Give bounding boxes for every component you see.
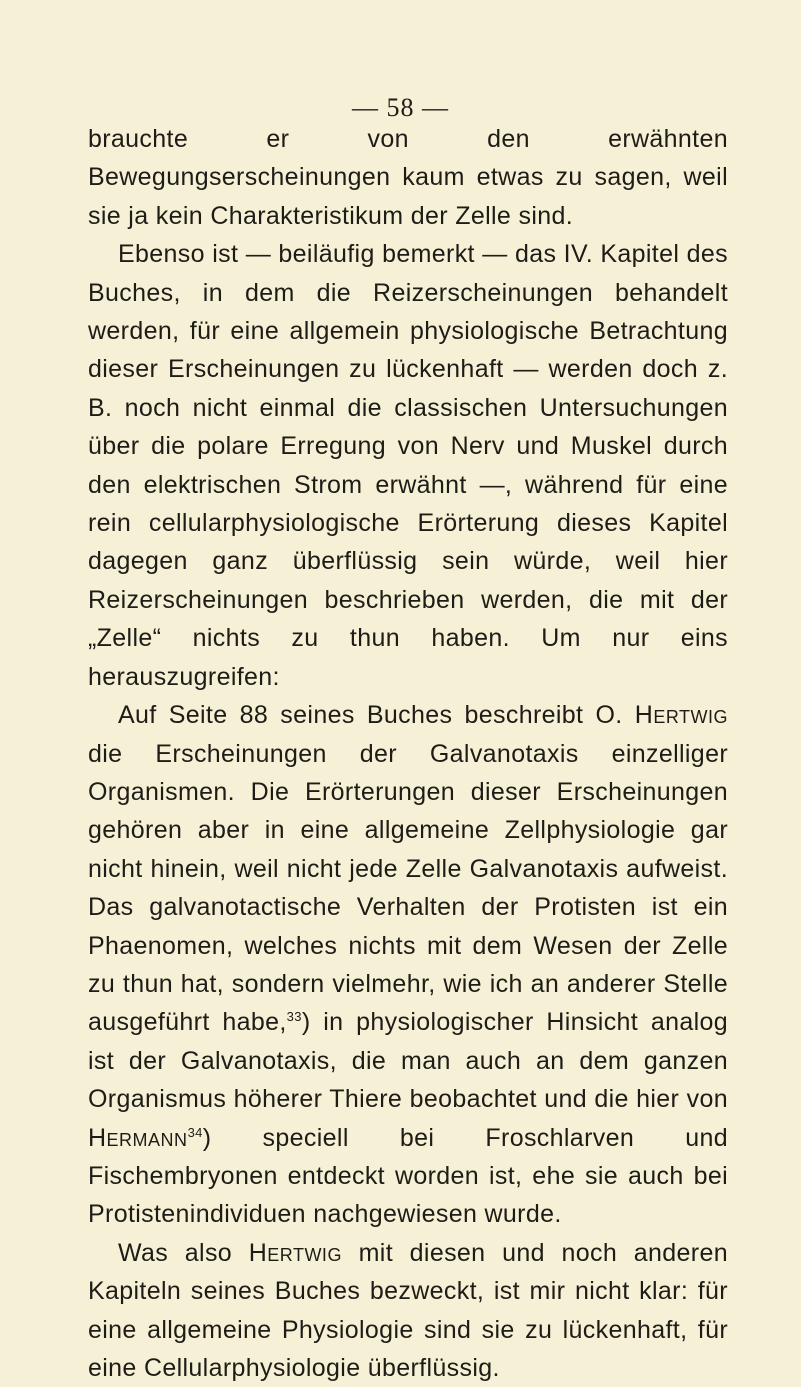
paragraph-1: brauchte er von den erwähnten Bewegungserscheinungen kaum etwas zu sagen, weil sie ja kein Charakteristikum der Zelle sind.	[88, 125, 728, 230]
paragraph-3-text-c: ) in physiologischer Hinsicht analog ist der Galvanotaxis, die man auch an dem ganzen Organismus höherer Thiere beobachtet und die hier von	[88, 1008, 728, 1114]
paragraph-3-text-b: die Erscheinungen der Galvanotaxis einzelliger Organismen. Die Erörterungen dieser Erscheinungen gehören aber in eine allgemeine Zellphysiologie gar nicht hinein, weil nicht jede Zelle Galvanotaxis aufweist. Das galvanotactische Verhalten der Protisten ist ein Phaenomen, welches nichts mit dem Wesen der Zelle zu thun hat, sondern vielmehr, wie ich an anderer Stelle ausgeführt habe,	[88, 739, 728, 1037]
author-name-hermann: Hermann	[88, 1123, 188, 1152]
body-text	[88, 120, 728, 1387]
paragraph-3	[88, 696, 728, 1234]
author-name-hertwig: Hertwig	[634, 701, 728, 730]
page-number: — 58 —	[352, 93, 449, 122]
paragraph-3-text-a: Auf Seite 88 seines Buches beschreibt O.	[118, 701, 635, 730]
footnote-ref-33: 33	[286, 1009, 302, 1025]
paragraph-3-text-d: ) speciell bei Froschlarven und Fischembryonen entdeckt worden ist, ehe sie auch bei Protistenindividuen nachgewiesen wurde.	[88, 1123, 728, 1229]
author-name-hertwig: Hertwig	[248, 1238, 342, 1267]
footnote-ref-34: 34	[187, 1124, 203, 1140]
paragraph-2: Ebenso ist — beiläufig bemerkt — das IV. Kapitel des Buches, in dem die Reizerscheinungen behandelt werden, für eine allgemein physiologische Betrachtung dieser Erscheinungen zu lückenhaft — werden doch z. B. noch nicht einmal die classischen Untersuchungen über die polare Erregung von Nerv und Muskel durch den elektrischen Strom erwähnt —, während für eine rein cellularphysiologische Erörterung dieses Kapitel dagegen ganz überflüssig sein würde, weil hier Reizerscheinungen beschrieben werden, die mit der „Zelle“ nichts zu thun haben. Um nur eins herauszugreifen:	[88, 240, 728, 691]
paragraph-4-text-b: mit diesen und noch anderen Kapiteln seines Buches bezweckt, ist mir nicht klar: für eine allgemeine Physiologie sind sie zu lückenhaft, für eine Cellularphysiologie überflüssig.	[88, 1238, 728, 1382]
paragraph-4-text-a: Was also	[118, 1238, 249, 1267]
paragraph-4	[88, 1234, 728, 1387]
